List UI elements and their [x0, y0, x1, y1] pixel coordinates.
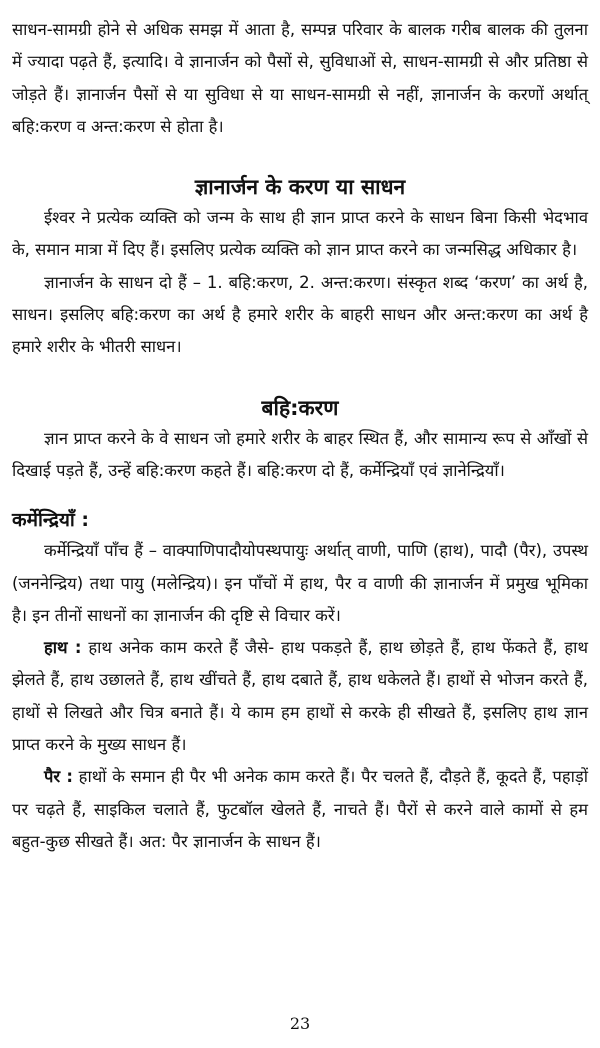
hands-label: हाथ : — [44, 638, 82, 658]
feet-label: पैर : — [44, 767, 73, 787]
heading-sources-of-knowledge: ज्ञानार्जन के करण या साधन — [194, 175, 406, 200]
paragraph-five-organs: कर्मेन्द्रियाँ पाँच हैं – वाक्पाणिपादौयोपस्थपायुः अर्थात् वाणी, पाणि (हाथ), पादौ (पैर), उपस्थ (जननेन्द्रिय) तथा पायु (मलेन्द्रिय)। इन पाँचों में हाथ, पैर व वाणी की ज्ञानार्जन में प्रमुख भूमिका है। इन तीनों साधनों का ज्ञानार्जन की दृष्टि से विचार करें। — [12, 541, 588, 625]
paragraph-god-gave-means: ईश्वर ने प्रत्येक व्यक्ति को जन्म के साथ ही ज्ञान प्राप्त करने के साधन बिना किसी भेदभाव के, समान मात्रा में दिए हैं। इसलिए प्रत्येक व्यक्ति को ज्ञान प्राप्त करने का जन्मसिद्ध अधिकार है। — [12, 208, 588, 260]
intro-paragraph: साधन-सामग्री होने से अधिक समझ में आता है, सम्पन्न परिवार के बालक गरीब बालक की तुलना में ज्यादा पढ़ते हैं, इत्यादि। वे ज्ञानार्जन को पैसों से, सुविधाओं से, साधन-सामग्री से और प्रतिष्ठा से जोड़ते हैं। ज्ञानार्जन पैसों से या सुविधा से या साधन-सामग्री से नहीं, ज्ञानार्जन के करणों अर्थात् बहि:करण व अन्त:करण से होता है। — [12, 20, 588, 136]
paragraph-hands — [12, 632, 588, 761]
paragraph-feet — [12, 761, 588, 858]
hands-text: हाथ अनेक काम करते हैं जैसे- हाथ पकड़ते हैं, हाथ छोड़ते हैं, हाथ फेंकते हैं, हाथ झेलते हैं, हाथ उछालते हैं, हाथ खींचते हैं, हाथ दबाते हैं, हाथ धकेलते हैं। हाथों से भोजन करते हैं, हाथों से लिखते और चित्र बनाते हैं। ये काम हम हाथों से करके ही सीखते हैं, इसलिए हाथ ज्ञान प्राप्त करने के मुख्य साधन हैं। — [12, 638, 589, 755]
paragraph-two-means: ज्ञानार्जन के साधन दो हैं – 1. बहि:करण, 2. अन्त:करण। संस्कृत शब्द ‘करण’ का अर्थ है, साधन। इसलिए बहि:करण का अर्थ है हमारे शरीर के बाहरी साधन और अन्त:करण का अर्थ है हमारे शरीर के भीतरी साधन। — [12, 272, 588, 357]
paragraph-external-means-definition: ज्ञान प्राप्त करने के वे साधन जो हमारे शरीर के बाहर स्थित हैं, और सामान्य रूप से आँखों से दिखाई पड़ते हैं, उन्हें बहि:करण कहते हैं। बहि:करण दो हैं, कर्मेन्द्रियाँ एवं ज्ञानेन्द्रियाँ। — [12, 428, 588, 480]
heading-external-means: बहि:करण — [261, 395, 339, 420]
page-number: 23 — [289, 1014, 311, 1033]
heading-organs-of-action: कर्मेन्द्रियाँ : — [12, 509, 89, 532]
feet-text: हाथों के समान ही पैर भी अनेक काम करते हैं। पैर चलते हैं, दौड़ते हैं, कूदते हैं, पहाड़ों पर चढ़ते हैं, साइकिल चलाते हैं, फुटबॉल खेलते हैं, नाचते हैं। पैरों से करने वाले कामों से हम बहुत-कुछ सीखते हैं। अत: पैर ज्ञानार्जन के साधन हैं। — [12, 767, 588, 851]
